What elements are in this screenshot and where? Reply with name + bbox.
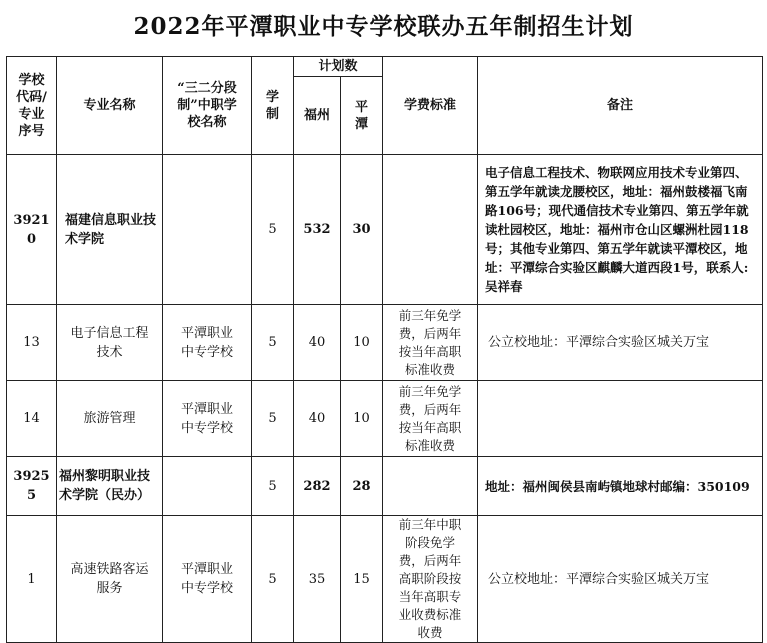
duration: 5 (252, 155, 294, 305)
major-code: 1 (7, 516, 57, 643)
partner-school: 平潭职业中专学校 (163, 381, 252, 457)
duration: 5 (252, 457, 294, 516)
header-plan-pingtan: 平潭 (341, 77, 383, 155)
note (478, 381, 763, 457)
enrollment-plan-table (6, 56, 763, 643)
table-row (7, 516, 763, 643)
school-name: 福州黎明职业技术学院（民办） (57, 457, 163, 516)
plan-fuzhou: 35 (294, 516, 341, 643)
duration: 5 (252, 305, 294, 381)
note: 地址：福州闽侯县南屿镇地球村邮编：350109 (478, 457, 763, 516)
plan-fuzhou: 40 (294, 381, 341, 457)
partner-school (163, 155, 252, 305)
header-code: 学校代码/专业序号 (7, 57, 57, 155)
page-title: 2022年平潭职业中专学校联办五年制招生计划 (133, 13, 634, 40)
fee-standard: 前三年中职阶段免学费，后两年高职阶段按当年高职专业收费标准收费 (383, 516, 478, 643)
major-name: 电子信息工程技术 (57, 305, 163, 381)
plan-fuzhou: 40 (294, 305, 341, 381)
partner-school (163, 457, 252, 516)
partner-school: 平潭职业中专学校 (163, 305, 252, 381)
plan-pingtan: 15 (341, 516, 383, 643)
plan-pingtan: 10 (341, 305, 383, 381)
fee-standard (383, 457, 478, 516)
header-partner-school: “三二分段制”中职学校名称 (163, 57, 252, 155)
header-fee: 学费标准 (383, 57, 478, 155)
note: 电子信息工程技术、物联网应用技术专业第四、第五学年就读龙腰校区，地址：福州鼓楼福飞南路106号；现代通信技术专业第四、第五学年就读杜园校区，地址：福州市仓山区螺洲杜园118号；其他专业第四、第五学年就读平潭校区，地址：平潭综合实验区麒麟大道西段1号，联系人:吴祥春 (478, 155, 763, 305)
school-code: 39255 (7, 457, 57, 516)
fee-standard (383, 155, 478, 305)
table-row (7, 381, 763, 457)
table-row (7, 155, 763, 305)
header-major: 专业名称 (57, 57, 163, 155)
major-code: 13 (7, 305, 57, 381)
fee-standard: 前三年免学费，后两年按当年高职标准收费 (383, 305, 478, 381)
plan-fuzhou: 532 (294, 155, 341, 305)
partner-school: 平潭职业中专学校 (163, 516, 252, 643)
header-plan-fuzhou: 福州 (294, 77, 341, 155)
plan-pingtan: 10 (341, 381, 383, 457)
major-name: 高速铁路客运服务 (57, 516, 163, 643)
major-name: 旅游管理 (57, 381, 163, 457)
duration: 5 (252, 516, 294, 643)
header-plan-count: 计划数 (294, 57, 383, 77)
major-code: 14 (7, 381, 57, 457)
school-name: 福建信息职业技术学院 (57, 155, 163, 305)
duration: 5 (252, 381, 294, 457)
note: 公立校地址：平潭综合实验区城关万宝 (478, 516, 763, 643)
header-duration: 学制 (252, 57, 294, 155)
school-code: 39210 (7, 155, 57, 305)
header-note: 备注 (478, 57, 763, 155)
plan-pingtan: 28 (341, 457, 383, 516)
table-row (7, 305, 763, 381)
note: 公立校地址：平潭综合实验区城关万宝 (478, 305, 763, 381)
fee-standard: 前三年免学费，后两年按当年高职标准收费 (383, 381, 478, 457)
header-row (7, 57, 763, 77)
table-row (7, 457, 763, 516)
plan-pingtan: 30 (341, 155, 383, 305)
plan-fuzhou: 282 (294, 457, 341, 516)
